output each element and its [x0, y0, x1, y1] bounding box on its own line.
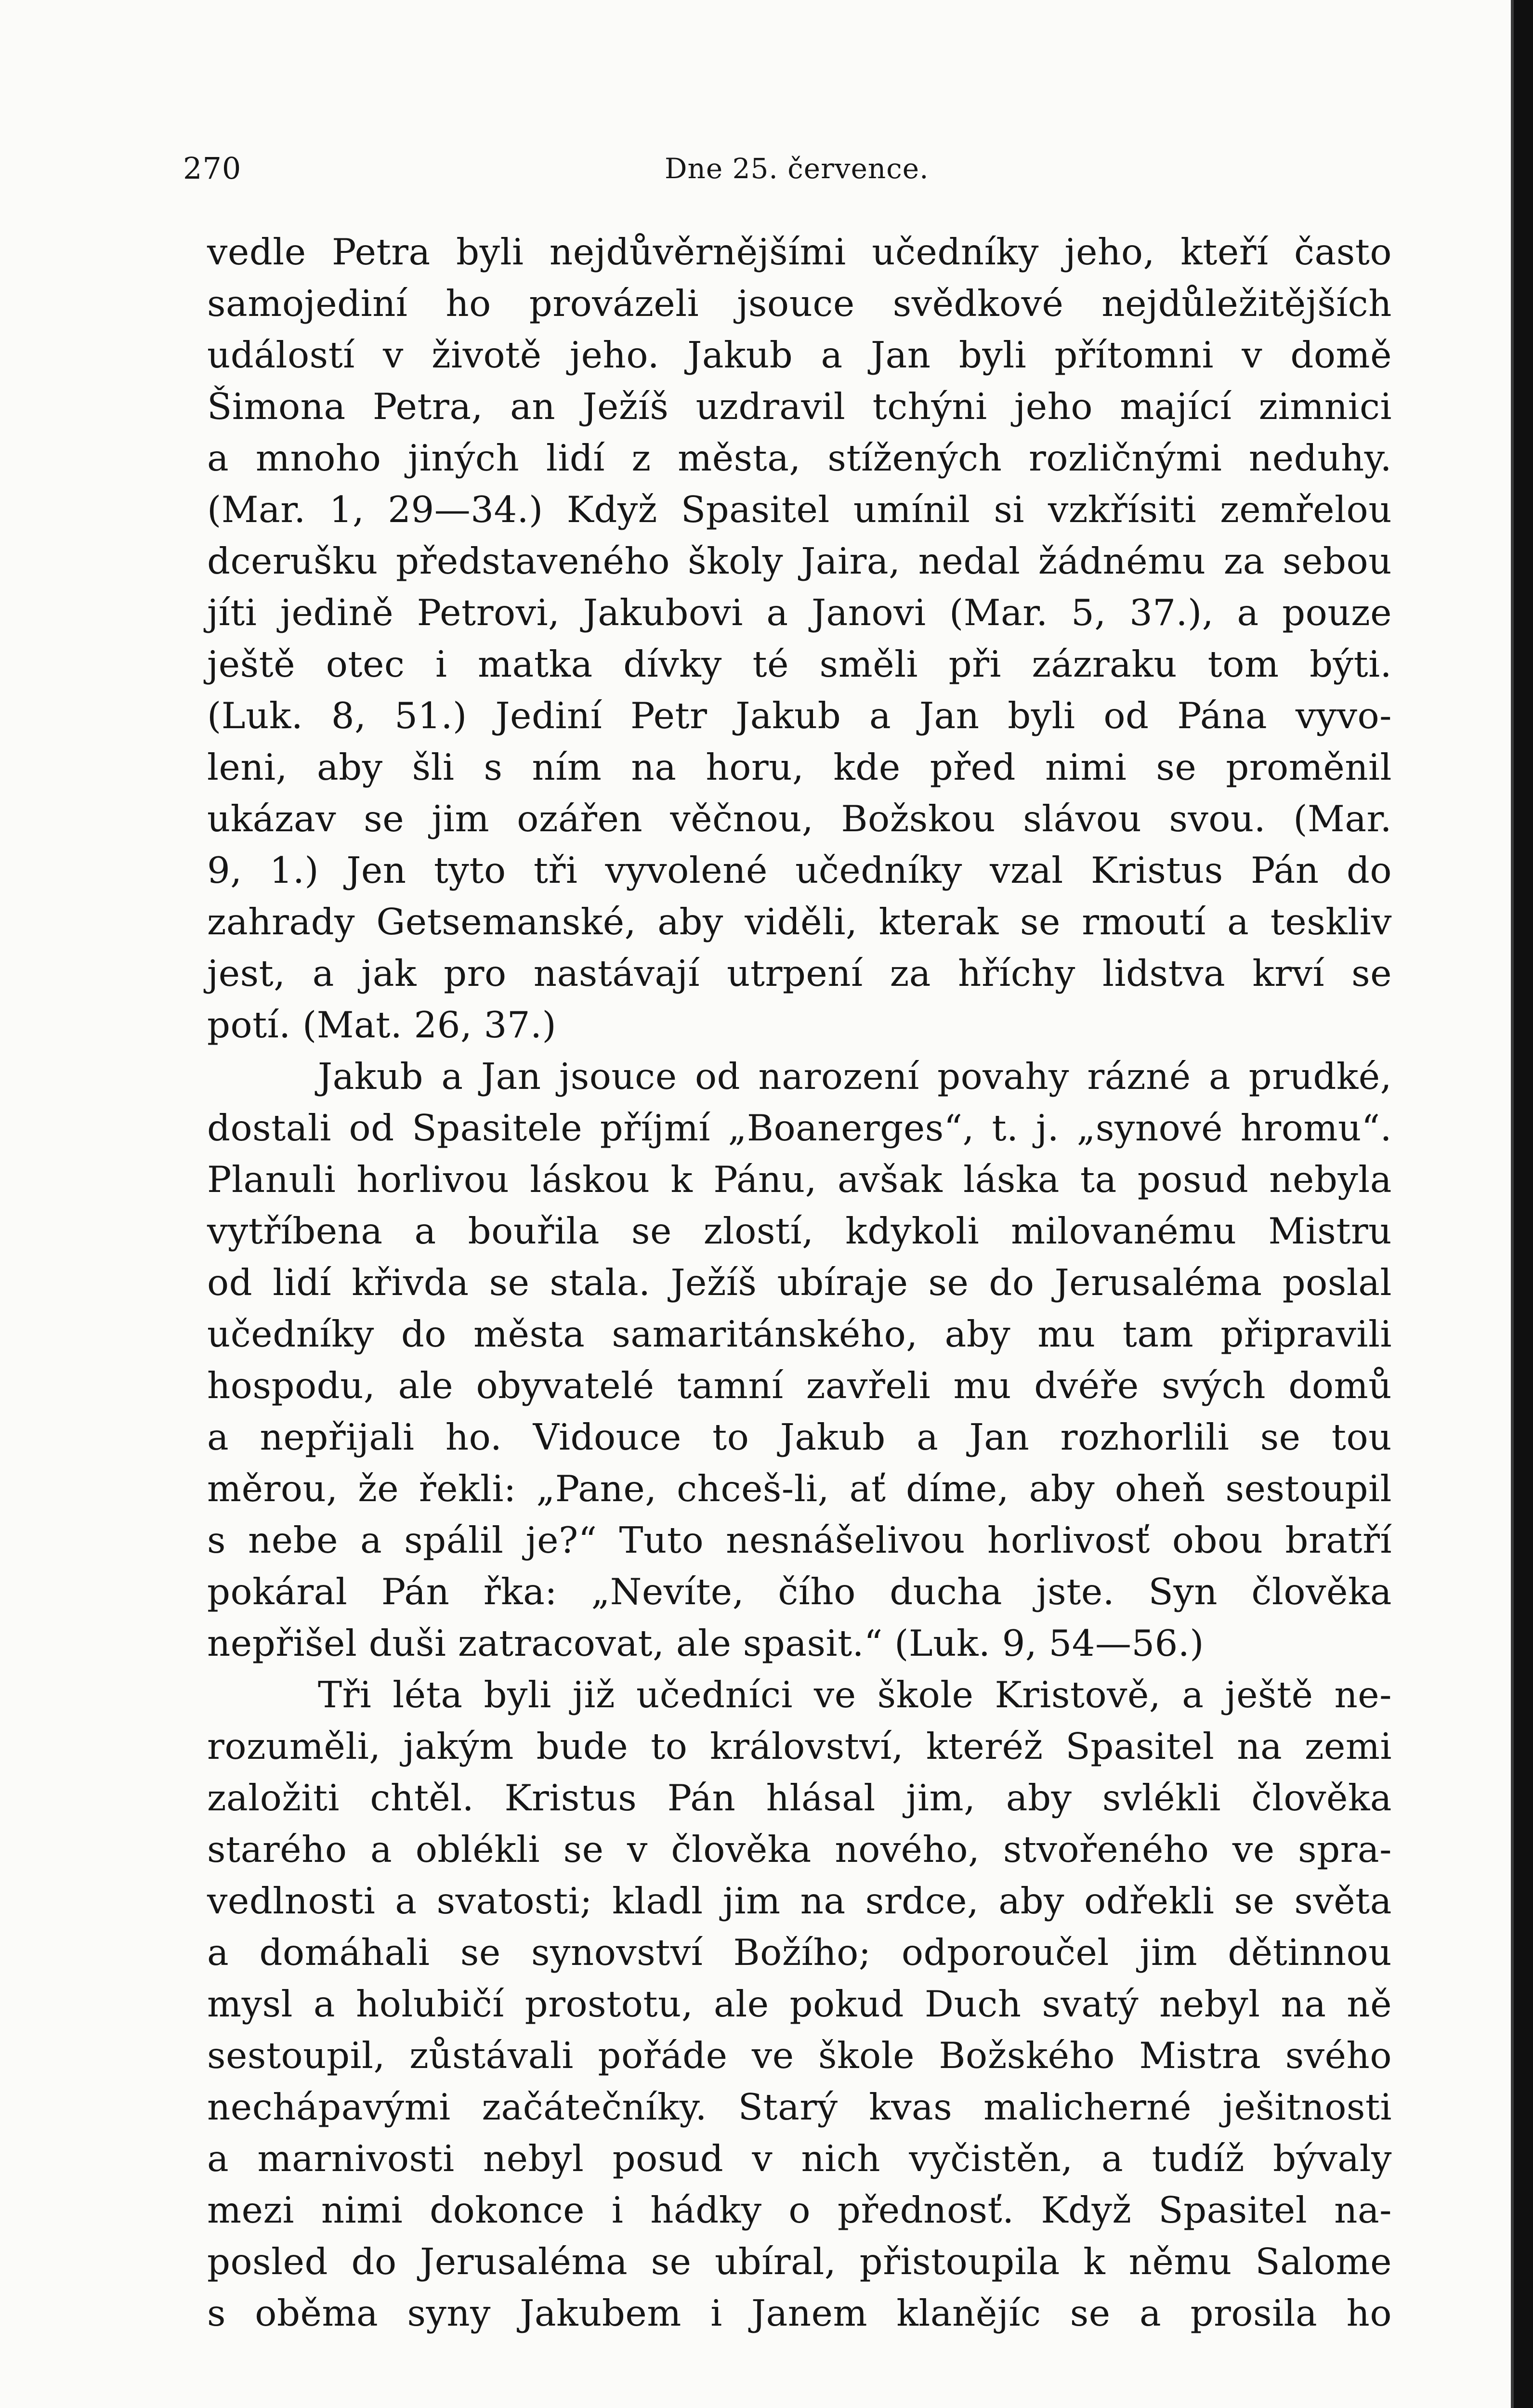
text-line: leni, aby šli s ním na horu, kde před nimi se proměnil: [207, 746, 1392, 788]
text-line: pokáral Pán řka: „Nevíte, čího ducha jste. Syn člověka: [207, 1570, 1392, 1613]
text-line: dcerušku představeného školy Jaira, nedal žádnému za sebou: [207, 540, 1392, 582]
text-line: 9, 1.) Jen tyto tři vyvolené učedníky vzal Kristus Pán do: [207, 849, 1392, 891]
text-line: sestoupil, zůstávali pořáde ve škole Božského Mistra svého: [207, 2034, 1392, 2077]
text-line: Jakub a Jan jsouce od narození povahy rázné a prudké,: [318, 1055, 1392, 1098]
text-line: rozuměli, jakým bude to království, kteréž Spasitel na zemi: [207, 1725, 1392, 1767]
text-line: Planuli horlivou láskou k Pánu, avšak láska ta posud nebyla: [207, 1158, 1392, 1201]
page-edge: [1514, 0, 1533, 2408]
text-line: a marnivosti nebyl posud v nich vyčistěn, a tudíž bývaly: [207, 2137, 1392, 2180]
text-line: s oběma syny Jakubem i Janem klanějíc se a prosila ho: [207, 2292, 1392, 2334]
text-line: nepřišel duši zatracovat, ale spasit.“ (Luk. 9, 54—56.): [207, 1622, 1205, 1664]
text-line: ještě otec i matka dívky té směli při zázraku tom býti.: [207, 643, 1392, 685]
text-line: (Mar. 1, 29—34.) Když Spasitel umínil si vzkřísiti zemřelou: [207, 488, 1392, 531]
text-line: vedle Petra byli nejdůvěrnějšími učedníky jeho, kteří často: [207, 231, 1392, 273]
text-line: s nebe a spálil je?“ Tuto nesnášelivou horlivosť obou bratří: [207, 1519, 1392, 1561]
text-line: a nepřijali ho. Vidouce to Jakub a Jan rozhorlili se tou: [207, 1416, 1392, 1458]
text-line: založiti chtěl. Kristus Pán hlásal jim, aby svlékli člověka: [207, 1777, 1392, 1819]
text-line: Tři léta byli již učedníci ve škole Kristově, a ještě ne-: [318, 1674, 1392, 1716]
text-line: posled do Jerusaléma se ubíral, přistoupila k němu Salome: [207, 2240, 1392, 2283]
text-line: jíti jedině Petrovi, Jakubovi a Janovi (Mar. 5, 37.), a pouze: [207, 591, 1392, 634]
running-head: Dne 25. července.: [665, 152, 929, 185]
text-line: jest, a jak pro nastávají utrpení za hříchy lidstva krví se: [207, 952, 1392, 995]
text-line: dostali od Spasitele příjmí „Boanerges“, t. j. „synové hromu“.: [207, 1107, 1392, 1149]
text-line: vedlnosti a svatosti; kladl jim na srdce, aby odřekli se světa: [207, 1880, 1392, 1922]
text-line: mysl a holubičí prostotu, ale pokud Duch svatý nebyl na ně: [207, 1983, 1392, 2025]
text-line: učedníky do města samaritánského, aby mu tam připravili: [207, 1313, 1392, 1355]
text-line: ukázav se jim ozářen věčnou, Božskou slávou svou. (Mar.: [207, 798, 1392, 840]
text-line: a mnoho jiných lidí z města, stížených rozličnými neduhy.: [207, 437, 1392, 479]
text-line: mezi nimi dokonce i hádky o přednosť. Když Spasitel na-: [207, 2189, 1392, 2231]
text-line: od lidí křivda se stala. Ježíš ubíraje se do Jerusaléma poslal: [207, 1261, 1392, 1304]
page-header: [183, 144, 1392, 193]
text-line: a domáhali se synovství Božího; odporoučel jim dětinnou: [207, 1931, 1392, 1974]
text-line: starého a oblékli se v člověka nového, stvořeného ve spra-: [207, 1828, 1392, 1871]
text-line: měrou, že řekli: „Pane, chceš-li, ať díme, aby oheň sestoupil: [207, 1467, 1392, 1510]
body-text: [207, 226, 1392, 2339]
text-line: zahrady Getsemanské, aby viděli, kterak se rmoutí a teskliv: [207, 901, 1392, 943]
text-line: samojediní ho provázeli jsouce svědkové nejdůležitějších: [207, 282, 1392, 325]
text-line: událostí v životě jeho. Jakub a Jan byli přítomni v domě: [207, 334, 1392, 376]
text-line: vytříbena a bouřila se zlostí, kdykoli milovanému Mistru: [207, 1210, 1392, 1252]
text-line: nechápavými začátečníky. Starý kvas malicherné ješitnosti: [207, 2086, 1392, 2128]
text-line: hospodu, ale obyvatelé tamní zavřeli mu dvéře svých domů: [207, 1364, 1392, 1407]
text-line: (Luk. 8, 51.) Jediní Petr Jakub a Jan byli od Pána vyvo-: [207, 694, 1392, 737]
text-line: potí. (Mat. 26, 37.): [207, 1004, 557, 1046]
text-line: Šimona Petra, an Ježíš uzdravil tchýni jeho mající zimnici: [207, 385, 1392, 428]
page-number: 270: [183, 151, 242, 186]
